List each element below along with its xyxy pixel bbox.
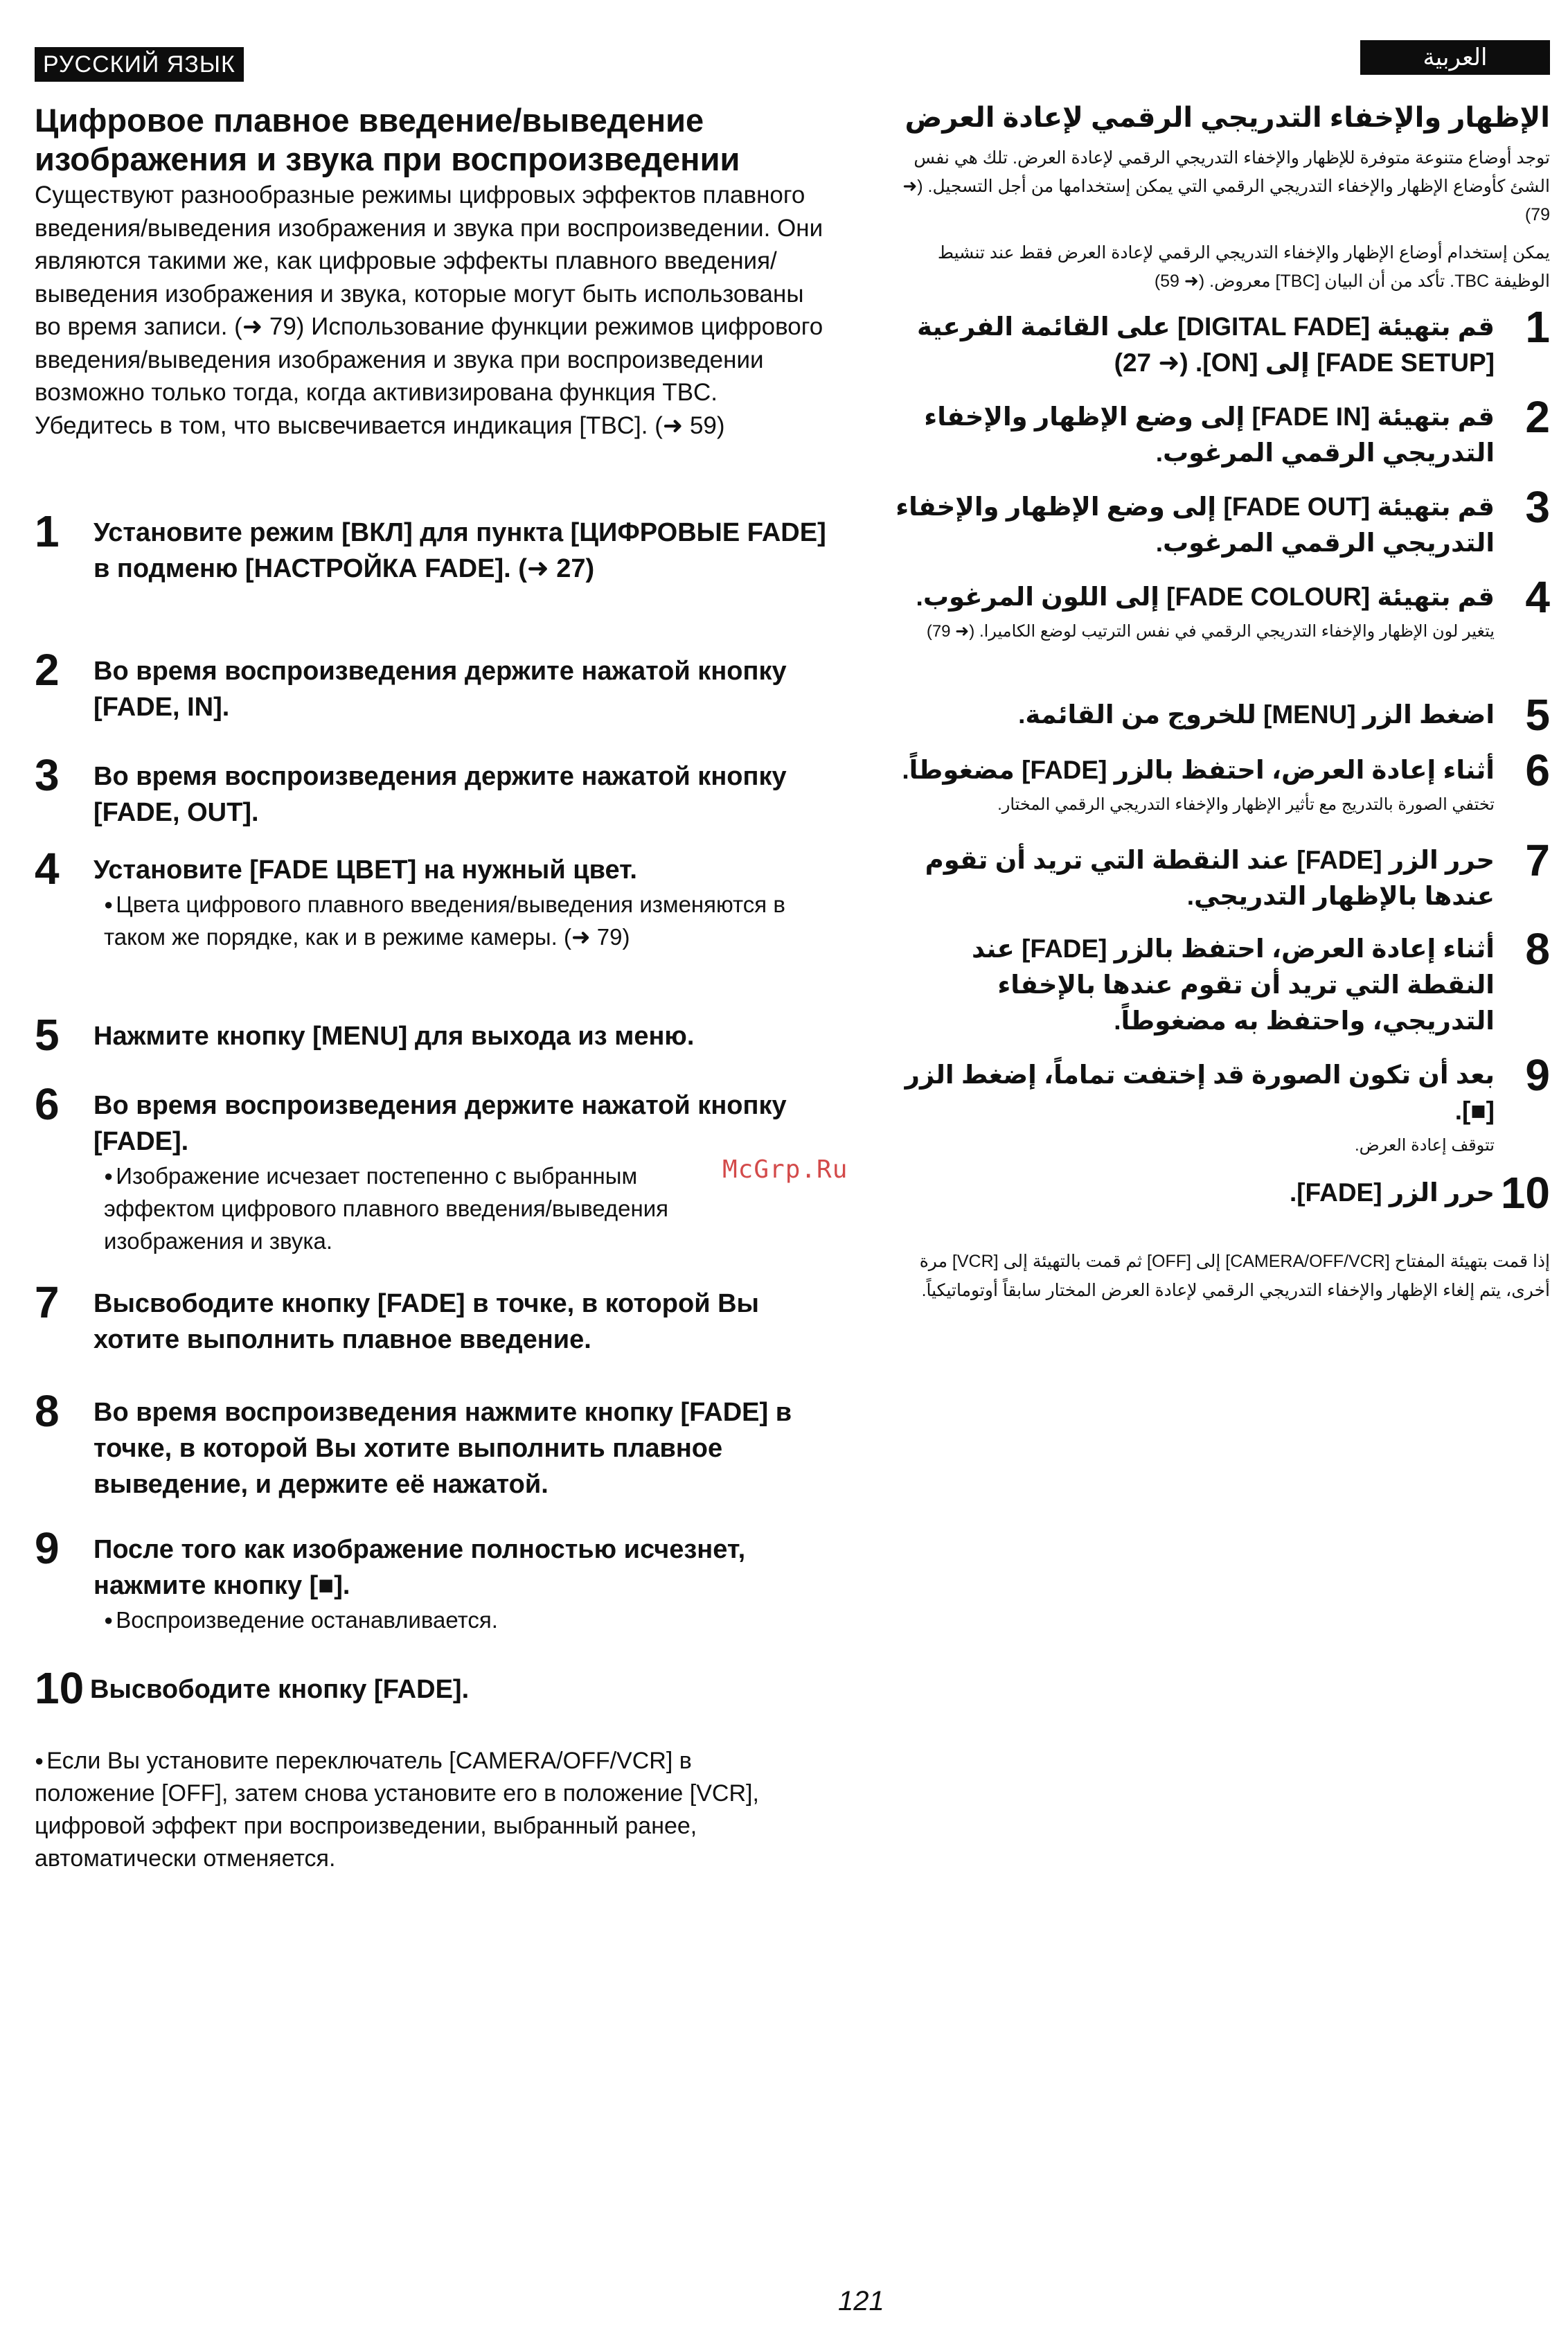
step-note: ● Цвета цифрового плавного введения/выведения изменяются в таком же порядке, как и в режиме камеры. (➜ 79) bbox=[104, 888, 831, 953]
footnote-russian: ● Если Вы установите переключатель [CAMERA/OFF/VCR] в положение [OFF], затем снова установите его в положение [VCR], цифровой эффект при воспроизведении, выбранный ранее, автоматически отменяется. bbox=[35, 1744, 783, 1875]
step-note: يتغير لون الإظهار والإخفاء التدريجي الرقمي في نفس الترتيب لوضع الكاميرا. (➜ 79) bbox=[926, 622, 1495, 641]
step-text: قم بتهيئة [FADE OUT] إلى وضع الإظهار والإخفاء التدريجي الرقمي المرغوب. bbox=[896, 493, 1495, 557]
step-number: 7 bbox=[1525, 835, 1550, 885]
step-number: 2 bbox=[1525, 392, 1550, 442]
step-note: ● Изображение исчезает постепенно с выбранным эффектом цифрового плавного введения/выведения изображения и звука. bbox=[104, 1160, 727, 1257]
step-number: 7 bbox=[35, 1277, 60, 1327]
step-text: Во время воспроизведения держите нажатой кнопку [FADE]. bbox=[93, 1091, 787, 1156]
language-tag-russian: РУССКИЙ ЯЗЫК bbox=[35, 47, 244, 82]
step-text: Нажмите кнопку [MENU] для выхода из меню. bbox=[93, 1022, 695, 1051]
step-number: 8 bbox=[35, 1386, 60, 1436]
step-number: 3 bbox=[1525, 482, 1550, 532]
intro-text-russian: Существуют разнообразные режимы цифровых эффектов плавного введения/выведения изображения и звука при воспроизведении. Они являются такими же, как цифровые эффекты плавного введения/выведения изображения и звука, которые могут быть использованы во время записи. (➜ 79) Использование функции режимов цифрового введения/выведения изображения и звука при воспроизведении возможно только тогда, когда активизирована функция TBC. Убедитесь в том, что высвечивается индикация [TBC]. (➜ 59) bbox=[35, 181, 823, 439]
step-number: 6 bbox=[35, 1079, 60, 1129]
step-number: 5 bbox=[1525, 690, 1550, 740]
step-text: قم بتهيئة [FADE IN] إلى وضع الإظهار والإخفاء التدريجي الرقمي المرغوب. bbox=[924, 402, 1495, 467]
step-text: Высвободите кнопку [FADE]. bbox=[90, 1675, 470, 1704]
page-number: 121 bbox=[838, 2286, 884, 2316]
step-text: Высвободите кнопку [FADE] в точке, в которой Вы хотите выполнить плавное введение. bbox=[93, 1289, 760, 1354]
step-number: 10 bbox=[1500, 1168, 1550, 1218]
step-text: Во время воспроизведения держите нажатой кнопку [FADE, IN]. bbox=[93, 657, 787, 722]
step-text: Установите режим [ВКЛ] для пункта [ЦИФРОВЫЕ FADE] в подменю [НАСТРОЙКА FADE]. (➜ 27) bbox=[93, 518, 826, 583]
step-number: 5 bbox=[35, 1010, 60, 1060]
intro-text-arabic-1: توجد أوضاع متنوعة متوفرة للإظهار والإخفاء التدريجي الرقمي لإعادة العرض. تلك هي نفس الشئ كأوضاع الإظهار والإخفاء التدريجي الرقمي التي يمكن إستخدامها من أجل التسجيل. (➜ 79) bbox=[902, 148, 1550, 224]
page-title-russian: Цифровое плавное введение/выведение изображения и звука при воспроизведении bbox=[35, 102, 740, 177]
step-number: 9 bbox=[35, 1523, 60, 1573]
step-note: تختفي الصورة بالتدريج مع تأثير الإظهار والإخفاء التدريجي الرقمي المختار. bbox=[997, 795, 1495, 814]
step-text: حرر الزر [FADE] عند النقطة التي تريد أن تقوم عندها بالإظهار التدريجي. bbox=[925, 846, 1495, 910]
step-text: Во время воспроизведения держите нажатой кнопку [FADE, OUT]. bbox=[93, 762, 787, 827]
step-text: بعد أن تكون الصورة قد إختفت تماماً، إضغط الزر [■]. bbox=[905, 1061, 1495, 1125]
intro-text-arabic-2: يمكن إستخدام أوضاع الإظهار والإخفاء التدريجي الرقمي لإعادة العرض فقط عند تنشيط الوظيفة TBC. تأكد من أن البيان [TBC] معروض. (➜ 59) bbox=[937, 243, 1550, 291]
footnote-arabic: إذا قمت بتهيئة المفتاح [CAMERA/OFF/VCR] إلى [OFF] ثم قمت بالتهيئة إلى [VCR] مرة أخرى، يتم إلغاء الإظهار والإخفاء التدريجي الرقمي لإعادة العرض المختار سابقاً أوتوماتيكياً. bbox=[919, 1252, 1550, 1300]
step-text: Во время воспроизведения нажмите кнопку [FADE] в точке, в которой Вы хотите выполнить плавное выведение, и держите её нажатой. bbox=[93, 1398, 792, 1499]
language-tag-arabic: العربية bbox=[1360, 40, 1550, 75]
step-text: أثناء إعادة العرض، احتفظ بالزر [FADE] مضغوطاً. bbox=[902, 756, 1495, 784]
step-text: После того как изображение полностью исчезнет, нажмите кнопку [■]. bbox=[93, 1535, 746, 1600]
page-title-arabic: الإظهار والإخفاء التدريجي الرقمي لإعادة العرض bbox=[905, 103, 1550, 133]
step-text: Установите [FADE ЦВЕТ] на нужный цвет. bbox=[93, 855, 637, 885]
step-text: اضغط الزر [MENU] للخروج من القائمة. bbox=[1018, 700, 1495, 729]
step-number: 4 bbox=[35, 844, 60, 894]
step-text: حرر الزر [FADE]. bbox=[1289, 1178, 1495, 1207]
step-number: 6 bbox=[1525, 745, 1550, 795]
step-note: تتوقف إعادة العرض. bbox=[1354, 1136, 1495, 1155]
step-number: 1 bbox=[1525, 302, 1550, 352]
step-note: ● Воспроизведение останавливается. bbox=[104, 1604, 831, 1636]
step-text: قم بتهيئة [FADE COLOUR] إلى اللون المرغوب. bbox=[916, 583, 1495, 611]
step-number: 8 bbox=[1525, 924, 1550, 974]
step-number: 3 bbox=[35, 750, 60, 800]
step-number: 4 bbox=[1525, 572, 1550, 622]
step-text: قم بتهيئة [DIGITAL FADE] على القائمة الفرعية [FADE SETUP] إلى [ON]. (➜ 27) bbox=[917, 312, 1495, 377]
step-text: أثناء إعادة العرض، احتفظ بالزر [FADE] عند النقطة التي تريد أن تقوم عندها بالإخفاء التدريجي، واحتفظ به مضغوطاً. bbox=[972, 934, 1495, 1035]
step-number: 9 bbox=[1525, 1050, 1550, 1100]
step-number: 10 bbox=[35, 1663, 84, 1713]
step-number: 1 bbox=[35, 506, 60, 556]
step-number: 2 bbox=[35, 645, 60, 695]
watermark: McGrp.Ru bbox=[722, 1155, 848, 1184]
